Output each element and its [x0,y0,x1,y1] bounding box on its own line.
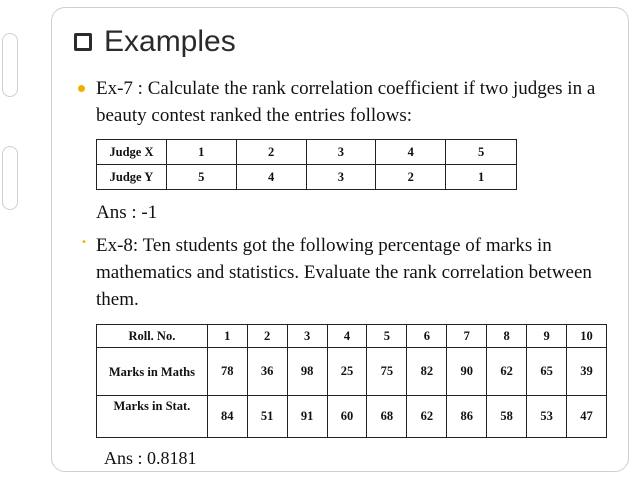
table-cell: 6 [407,325,447,348]
table-cell: 4 [376,140,446,165]
table-cell: 1 [446,165,517,190]
table-cell: 2 [236,140,306,165]
table-row [97,140,517,165]
slide-tab [2,146,18,210]
ex7-text: Ex-7 : Calculate the rank correlation coefficient if two judges in a beauty contest ranked the entries follows: [96,78,596,126]
table-cell: 5 [367,325,407,348]
table-cell: 10 [567,325,607,348]
table-cell: 65 [527,348,567,396]
table-cell: 84 [207,396,247,438]
table-cell: 2 [247,325,287,348]
table-cell: 25 [327,348,367,396]
ex8-answer: Ans : 0.8181 [104,448,197,468]
table-cell: 62 [487,348,527,396]
bullet-dot-icon [78,85,85,92]
table-cell: 5 [446,140,517,165]
table-cell: 36 [247,348,287,396]
table-cell: 75 [367,348,407,396]
table-cell: 58 [487,396,527,438]
row-label: Roll. No. [97,325,208,348]
title-text: Examples [104,25,236,58]
row-label: Marks in Maths [97,348,208,396]
table-cell: 39 [567,348,607,396]
table-cell: 47 [567,396,607,438]
table-cell: 98 [287,348,327,396]
row-label: Marks in Stat. [97,396,208,438]
ex7-answer: Ans : -1 [96,202,158,223]
table-cell: 9 [527,325,567,348]
table-cell: 3 [287,325,327,348]
table-cell: 91 [287,396,327,438]
table-cell: 4 [236,165,306,190]
table-row [97,396,607,438]
table-cell: 4 [327,325,367,348]
table-cell: 7 [447,325,487,348]
table-cell: 2 [376,165,446,190]
table-cell: 60 [327,396,367,438]
table-cell: 3 [306,140,376,165]
slide-tab [2,33,18,97]
table-cell: 8 [487,325,527,348]
table-cell: 5 [166,165,236,190]
table-cell: 82 [407,348,447,396]
table-cell: 1 [166,140,236,165]
row-label: Judge Y [97,165,167,190]
table-cell: 3 [306,165,376,190]
row-label: Judge X [97,140,167,165]
ex8-text: Ex-8: Ten students got the following percentage of marks in mathematics and statistics. Evaluate the rank correlation between them. [96,235,592,310]
table-cell: 90 [447,348,487,396]
table-cell: 53 [527,396,567,438]
table-cell: 62 [407,396,447,438]
table-row [97,325,607,348]
table-cell: 51 [247,396,287,438]
ex7-table [96,139,517,190]
table-cell: 68 [367,396,407,438]
slide-title [74,22,236,62]
ex8-table [96,324,607,438]
table-row [97,165,517,190]
table-row [97,348,607,396]
table-cell: 86 [447,396,487,438]
table-cell: 78 [207,348,247,396]
table-cell: 1 [207,325,247,348]
checkbox-square-icon [74,33,92,51]
bullet-dot-icon: • [81,237,87,248]
